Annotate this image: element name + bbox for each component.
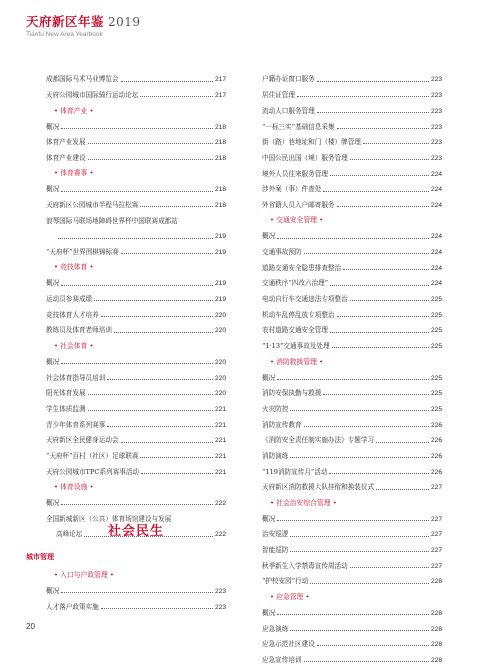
toc-leader-dots: [140, 206, 213, 207]
toc-entry-label: 机动车乱停乱放专项整治: [262, 310, 335, 319]
yearbook-year: 2019: [108, 15, 141, 29]
toc-leader-dots: [304, 253, 429, 254]
page-header: [26, 12, 141, 38]
toc-entry: [46, 288, 226, 304]
toc-entry: [46, 492, 226, 508]
toc-entry-page: 221: [214, 405, 226, 413]
toc-entry-page: 223: [430, 154, 442, 162]
toc-leader-dots: [376, 442, 429, 443]
toc-entry: [262, 397, 442, 413]
toc-entry-page: 217: [214, 92, 226, 100]
toc-entry-label: 消防宣传教育: [262, 420, 302, 429]
toc-leader-dots: [88, 159, 213, 160]
toc-leader-dots: [317, 81, 429, 82]
toc-entry-label: 天府新区全民健身运动会: [46, 436, 119, 445]
toc-entry-page: 218: [214, 123, 226, 131]
toc-entry: [46, 225, 226, 241]
toc-section-label: • 体育赛事 •: [54, 169, 94, 178]
toc-leader-dots: [277, 614, 429, 615]
toc-entry: [46, 68, 226, 84]
toc-entry-page: 225: [430, 311, 442, 319]
toc-entry: [262, 319, 442, 335]
toc-entry: [262, 335, 442, 351]
toc-leader-dots: [141, 473, 213, 474]
toc-entry-page: 220: [214, 374, 226, 382]
toc-entry: [262, 382, 442, 398]
toc-leader-dots: [310, 583, 429, 584]
toc-entry-label: 外省籍人员入户邮寄服务: [262, 200, 335, 209]
toc-leader-dots: [121, 253, 213, 254]
toc-entry-page: 220: [214, 327, 226, 335]
toc-section-label: • 入口与户政管理 •: [54, 571, 114, 580]
toc-entry-label: 竞技体育人才培养: [46, 310, 99, 319]
toc-entry: [262, 272, 442, 288]
toc-leader-dots: [121, 442, 213, 443]
toc-leader-dots: [329, 473, 429, 474]
toc-entry-label: 社会体育指导员培训: [46, 373, 106, 382]
toc-entry-label: 中国公民出国（境）服务管理: [262, 153, 348, 162]
toc-entry-label: 户籍办证窗口服务: [262, 75, 315, 84]
toc-entry: [262, 570, 442, 586]
toc-entry: [46, 319, 226, 335]
toc-entry: [46, 366, 226, 382]
toc-leader-dots: [290, 410, 429, 411]
toc-entry: [262, 366, 442, 382]
toc-entry-label: 体育产业发展: [46, 138, 86, 147]
toc-entry: [46, 595, 226, 611]
toc-entry-page: 223: [430, 123, 442, 131]
toc-entry-label: 应急示范社区建设: [262, 640, 315, 649]
toc-entry-label: 天府新区消防救援大队挂衔和换装仪式: [262, 483, 375, 492]
toc-entry: [262, 617, 442, 633]
toc-entry-label: 人才落户政策实施: [46, 602, 99, 611]
toc-entry: [262, 68, 442, 84]
toc-leader-dots: [114, 332, 213, 333]
toc-section-heading: [262, 350, 442, 366]
toc-entry-label: 教练员及体育老师培训: [46, 326, 112, 335]
toc-entry: [262, 146, 442, 162]
toc-entry-page: 227: [430, 562, 442, 570]
toc-leader-dots: [94, 300, 213, 301]
toc-leader-dots: [350, 567, 429, 568]
toc-leader-dots: [61, 191, 213, 192]
toc-leader-dots: [140, 96, 213, 97]
toc-entry-page: 224: [430, 233, 442, 241]
toc-entry: [262, 539, 442, 555]
toc-entry-page: 219: [214, 280, 226, 288]
toc-entry: [262, 288, 442, 304]
part-title: 社会民生: [107, 524, 164, 539]
toc-entry-page: 227: [430, 531, 442, 539]
toc-entry-label: “护校安园”行动: [262, 577, 309, 586]
toc-entry: [46, 194, 226, 210]
toc-leader-dots: [304, 661, 429, 662]
toc-entry-page: 226: [430, 421, 442, 429]
toc-section-heading: [46, 256, 226, 272]
toc-leader-dots: [330, 175, 429, 176]
toc-leader-dots: [332, 347, 429, 348]
toc-section-label: • 体育产业 •: [54, 106, 94, 115]
page-number: 20: [26, 622, 35, 631]
toc-leader-dots: [101, 608, 213, 609]
toc-entry-page: 220: [214, 358, 226, 366]
toc-leader-dots: [317, 645, 429, 646]
toc-entry-label: 居住证管理: [262, 91, 295, 100]
toc-entry-label: “1·13”交通事故及处理: [262, 342, 330, 351]
toc-section-heading: [46, 564, 226, 580]
toc-entry-page: 223: [430, 92, 442, 100]
toc-entry-page: 218: [214, 201, 226, 209]
toc-entry-page: 221: [214, 468, 226, 476]
toc-entry-label: 秋季新生入学禁毒宣传周活动: [262, 561, 348, 570]
toc-entry-label: 火灾防控: [262, 404, 289, 413]
toc-leader-dots: [290, 551, 429, 552]
toc-entry-label: “119消防宣传月”活动: [262, 467, 328, 476]
yearbook-title: [26, 12, 141, 30]
toc-entry-label: 体育产业建设: [46, 153, 86, 162]
toc-entry: [262, 507, 442, 523]
toc-entry-page: 223: [430, 107, 442, 115]
toc-leader-dots: [88, 394, 213, 395]
toc-leader-dots: [363, 143, 429, 144]
toc-leader-dots: [297, 96, 429, 97]
toc-entry-label: 应急演练: [262, 624, 289, 633]
toc-left-column: [46, 68, 226, 539]
toc-entry-label: 概况: [262, 232, 276, 241]
toc-entry-page: 221: [214, 452, 226, 460]
toc-leader-dots: [337, 128, 429, 129]
toc-leader-dots: [277, 379, 429, 380]
toc-leader-dots: [290, 630, 429, 631]
toc-entry-label: 治安巡逻: [262, 530, 289, 539]
toc-leader-dots: [58, 238, 213, 239]
toc-leader-dots: [337, 206, 429, 207]
yearbook-name: 天府新区年鉴: [26, 14, 105, 29]
toc-entry-label: 全国新城新区（公共）体育场馆建设与发展: [46, 514, 172, 523]
toc-entry-page: 224: [430, 170, 442, 178]
toc-entry: [262, 554, 442, 570]
toc-leader-dots: [277, 238, 429, 239]
toc-entry-page: 223: [430, 76, 442, 84]
toc-entry-page: 224: [430, 201, 442, 209]
toc-leader-dots: [330, 285, 429, 286]
toc-entry: [46, 445, 226, 461]
toc-right-column: [262, 68, 442, 664]
toc-entry: [46, 397, 226, 413]
toc-entry-page: 218: [214, 186, 226, 194]
toc-entry-label: 青少年体育系列赛事: [46, 420, 106, 429]
toc-entry-label: “天府杯”世界围棋锦标赛: [46, 248, 119, 256]
toc-entry-page: 226: [430, 437, 442, 445]
toc-leader-dots: [323, 394, 429, 395]
toc-entry-page: 220: [214, 390, 226, 398]
toc-entry-label: 农村道路交通安全管理: [262, 326, 328, 335]
chapter-title: 城市管理: [26, 552, 54, 561]
toc-entry: [46, 146, 226, 162]
toc-section-label: • 消防救援管理 •: [270, 357, 324, 366]
toc-leader-dots: [290, 457, 429, 458]
toc-entry-label: 概况: [262, 514, 276, 523]
toc-entry-page: 223: [430, 139, 442, 147]
toc-entry: [262, 162, 442, 178]
toc-entry: [262, 131, 442, 147]
toc-section-heading: [46, 476, 226, 492]
toc-entry-page: 223: [214, 588, 226, 596]
toc-entry: [46, 84, 226, 100]
toc-entry-label: 境外人员往来服务管理: [262, 169, 328, 178]
toc-entry: [262, 99, 442, 115]
toc-entry-page: 218: [214, 154, 226, 162]
toc-leader-dots: [121, 81, 213, 82]
toc-entry-page: 228: [430, 656, 442, 664]
toc-entry: [262, 84, 442, 100]
toc-section-label: • 竞技体育 •: [54, 263, 94, 272]
toc-entry-page: 226: [430, 452, 442, 460]
toc-entry-label: 概况: [262, 608, 276, 617]
toc-entry-page: 219: [214, 296, 226, 304]
toc-entry: [46, 303, 226, 319]
toc-entry-label: 道路交通安全隐患排查整治: [262, 263, 342, 272]
toc-entry-page: 223: [214, 603, 226, 611]
toc-entry-label: 概况: [46, 122, 60, 131]
toc-entry: [262, 256, 442, 272]
toc-entry: [262, 178, 442, 194]
toc-entry-label: 智能巡防: [262, 546, 289, 555]
toc-leader-dots: [61, 592, 213, 593]
toc-entry-page: 224: [430, 186, 442, 194]
toc-leader-dots: [88, 410, 213, 411]
toc-entry: [262, 194, 442, 210]
toc-entry: [262, 445, 442, 461]
toc-entry-page: 228: [430, 625, 442, 633]
toc-leader-dots: [290, 536, 429, 537]
toc-entry: [262, 633, 442, 649]
toc-entry: [262, 225, 442, 241]
yearbook-subtitle: Tianfu New Area Yearbook: [26, 31, 103, 38]
toc-entry-label: 学生体质监测: [46, 404, 86, 413]
toc-entry: [46, 272, 226, 288]
toc-entry-label: “天府杯”百村（社区）足球联赛: [46, 451, 139, 460]
toc-leader-dots: [107, 379, 213, 380]
toc-entry-page: 224: [430, 280, 442, 288]
toc-entry: [262, 115, 442, 131]
toc-bottom-left: [46, 564, 226, 611]
toc-entry-page: 227: [430, 547, 442, 555]
toc-leader-dots: [61, 363, 213, 364]
toc-entry-page: 222: [214, 531, 226, 539]
toc-section-label: • 体育设施 •: [54, 483, 94, 492]
toc-entry: [46, 429, 226, 445]
toc-entry-label: 浪琴国际马联场地障碍世界杯中国联赛成都站: [46, 216, 178, 225]
toc-entry-page: 220: [214, 311, 226, 319]
toc-section-heading: [46, 162, 226, 178]
toc-entry: [46, 131, 226, 147]
toc-entry-label: 《消防安全责任制实施办法》专题学习: [262, 436, 375, 445]
toc-leader-dots: [350, 300, 429, 301]
toc-entry-page: 226: [430, 468, 442, 476]
toc-leader-dots: [350, 159, 429, 160]
toc-entry-label: 概况: [46, 279, 60, 288]
toc-entry-page: 225: [430, 405, 442, 413]
toc-entry-label: 电动自行车交通违法专项整治: [262, 295, 348, 304]
toc-entry: [262, 429, 442, 445]
toc-entry: [262, 460, 442, 476]
toc-section-heading: [262, 209, 442, 225]
toc-leader-dots: [304, 426, 429, 427]
toc-section-heading: [262, 586, 442, 602]
toc-leader-dots: [277, 520, 429, 521]
toc-leader-dots: [107, 426, 213, 427]
toc-entry-page: 227: [430, 515, 442, 523]
toc-entry-page: 225: [430, 390, 442, 398]
toc-entry-label: 消防安保执勤与救援: [262, 389, 322, 398]
toc-entry-page: 224: [430, 249, 442, 256]
toc-entry-label: 交通事故预防: [262, 248, 302, 256]
toc-section-heading: [46, 335, 226, 351]
toc-entry-label: 概况: [46, 357, 60, 366]
toc-entry-label: 涉外案（事）件查处: [262, 185, 322, 194]
toc-entry-label: 概况: [262, 373, 276, 382]
toc-leader-dots: [376, 489, 429, 490]
toc-section-label: • 交通安全管理 •: [270, 216, 324, 225]
toc-entry: [46, 209, 226, 225]
toc-entry-label: 运动员参赛成绩: [46, 295, 93, 304]
toc-leader-dots: [101, 316, 213, 317]
toc-entry-page: 225: [430, 343, 442, 351]
toc-entry-page: 227: [430, 484, 442, 492]
toc-leader-dots: [337, 316, 429, 317]
toc-entry: [262, 241, 442, 257]
toc-entry: [262, 601, 442, 617]
toc-entry-label: 流动人口服务管理: [262, 106, 315, 115]
toc-section-heading: [262, 492, 442, 508]
toc-entry-page: 222: [214, 500, 226, 507]
toc-entry-page: 221: [214, 437, 226, 445]
toc-entry: [46, 580, 226, 596]
toc-leader-dots: [88, 143, 213, 144]
toc-entry: [46, 241, 226, 257]
toc-entry-page: 225: [430, 296, 442, 304]
toc-section-label: • 应急管理 •: [270, 592, 310, 601]
toc-entry: [262, 413, 442, 429]
toc-entry-page: 228: [430, 641, 442, 649]
toc-entry: [46, 413, 226, 429]
toc-section-label: • 社会体育 •: [54, 341, 94, 350]
toc-entry-label: 概况: [46, 499, 60, 507]
toc-entry-label: 消防演练: [262, 451, 289, 460]
toc-entry-page: 221: [214, 421, 226, 429]
toc-entry-label: 天府新区公园城市半程马拉松赛: [46, 200, 139, 209]
toc-leader-dots: [317, 112, 429, 113]
toc-entry-page: 224: [430, 264, 442, 272]
toc-entry-label: 天府公园城市国际骑行运动论坛: [46, 91, 139, 100]
toc-entry-page: 218: [214, 139, 226, 147]
toc-entry: [46, 382, 226, 398]
toc-leader-dots: [330, 332, 429, 333]
toc-entry-page: 219: [214, 233, 226, 241]
toc-entry-page: 228: [430, 609, 442, 617]
toc-entry-label: 应急宣传培训: [262, 655, 302, 664]
toc-leader-dots: [61, 128, 213, 129]
toc-entry-label: 阳光体育发展: [46, 389, 86, 398]
toc-entry-label: “一标三实”基础信息采集: [262, 122, 335, 131]
toc-entry-label: 交通秩序“四改六治理”: [262, 279, 329, 288]
toc-entry: [262, 476, 442, 492]
toc-entry: [46, 350, 226, 366]
toc-entry: [46, 178, 226, 194]
toc-entry-label: 概况: [46, 185, 60, 194]
toc-entry-label: 高峰论坛: [56, 530, 83, 539]
toc-entry-label: 街（路）巷地址和门（楼）牌管理: [262, 138, 361, 147]
toc-entry-page: 217: [214, 76, 226, 84]
toc-entry-label: 成都国际马术马业博览会: [46, 75, 119, 84]
toc-entry-page: 219: [214, 249, 226, 256]
toc-leader-dots: [61, 285, 213, 286]
toc-leader-dots: [140, 457, 213, 458]
toc-entry-label: 天府公园城市TPC系列赛事活动: [46, 467, 140, 476]
toc-leader-dots: [323, 191, 429, 192]
toc-section-label: • 社会治安综合管理 •: [270, 498, 337, 507]
toc-entry-page: 225: [430, 327, 442, 335]
toc-entry: [46, 115, 226, 131]
toc-leader-dots: [61, 504, 213, 505]
toc-entry-label: 概况: [46, 587, 60, 596]
toc-entry: [262, 303, 442, 319]
toc-entry-page: 228: [430, 578, 442, 586]
toc-section-heading: [46, 99, 226, 115]
toc-leader-dots: [343, 269, 429, 270]
toc-entry-page: 225: [430, 374, 442, 382]
toc-entry: [46, 460, 226, 476]
toc-entry: [262, 523, 442, 539]
